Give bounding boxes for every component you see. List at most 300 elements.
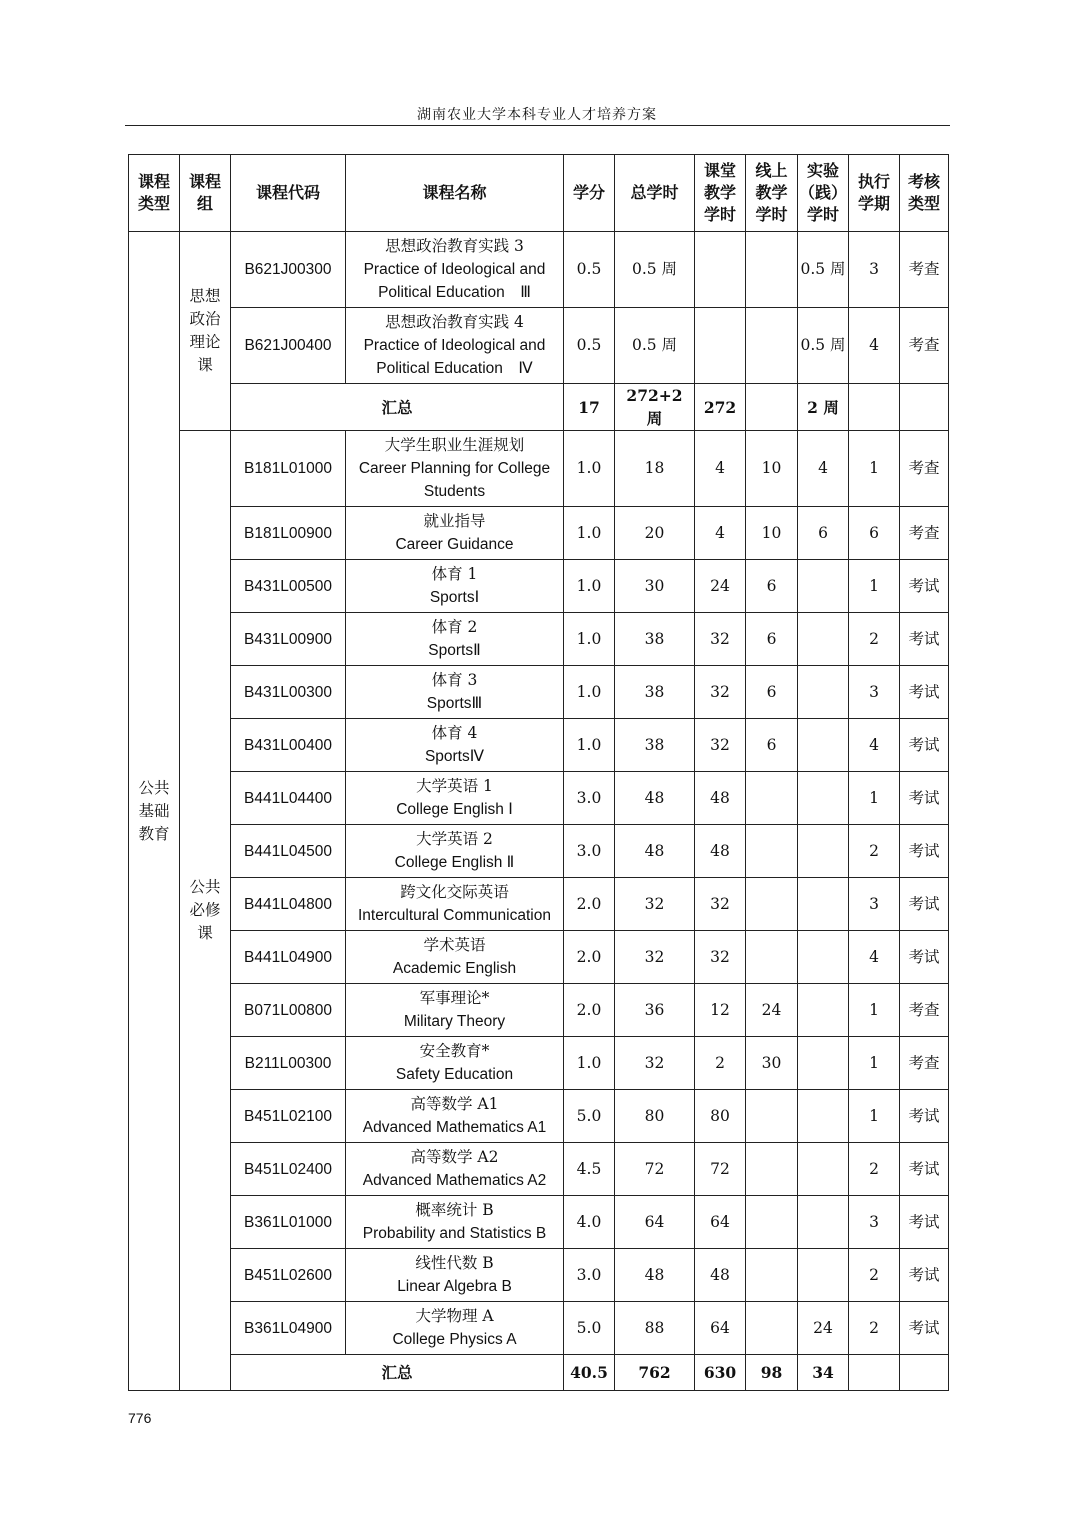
course-code: B431L00900 <box>231 613 346 666</box>
course-name-en: Advanced Mathematics A2 <box>362 1172 547 1189</box>
course-name-en: Safety Education <box>395 1066 514 1083</box>
course-name-cn: 体育 3 <box>431 671 478 689</box>
summary-online-cell: 98 <box>746 1355 798 1391</box>
column-header <box>615 155 695 232</box>
course-name-cn: 线性代数 B <box>415 1254 494 1272</box>
practice-cell <box>798 825 849 878</box>
course-name-cn: 大学英语 2 <box>416 830 493 848</box>
table-row <box>129 719 949 772</box>
course-name <box>346 1196 564 1249</box>
online-cell <box>746 878 798 931</box>
online-cell: 10 <box>746 507 798 560</box>
table-row <box>129 308 949 384</box>
course-name <box>346 1037 564 1090</box>
course-name-en: Intercultural Communication <box>358 907 551 924</box>
total-cell: 88 <box>615 1302 695 1355</box>
assessment-cell: 考试 <box>900 878 949 931</box>
course-name-cn: 大学生职业生涯规划 <box>384 436 525 454</box>
classroom-cell: 64 <box>695 1196 746 1249</box>
course-name-en: Probability and Statistics B <box>362 1225 547 1242</box>
classroom-cell: 80 <box>695 1090 746 1143</box>
online-cell: 10 <box>746 431 798 507</box>
practice-cell: 6 <box>798 507 849 560</box>
course-name <box>346 1090 564 1143</box>
column-header <box>798 155 849 232</box>
course-name <box>346 772 564 825</box>
course-group-line: 课 <box>197 356 213 374</box>
summary-row <box>129 384 949 431</box>
practice-cell <box>798 772 849 825</box>
column-header-line: 课程 <box>137 172 170 191</box>
course-name-cn: 概率统计 B <box>415 1201 494 1219</box>
semester-cell: 1 <box>849 1090 900 1143</box>
assessment-cell: 考试 <box>900 666 949 719</box>
online-cell <box>746 1090 798 1143</box>
course-name-cn: 跨文化交际英语 <box>400 883 509 901</box>
course-name-en: College English Ⅰ <box>396 801 513 818</box>
course-name-cn: 学术英语 <box>423 936 486 954</box>
classroom-cell: 48 <box>695 772 746 825</box>
course-name <box>346 232 564 308</box>
course-group-line: 政治 <box>189 310 221 328</box>
page-number: 776 <box>128 1410 152 1426</box>
course-name-en: Students <box>423 483 486 500</box>
course-name <box>346 825 564 878</box>
column-header-line: 课程 <box>188 172 221 191</box>
classroom-cell <box>695 308 746 384</box>
total-cell: 64 <box>615 1196 695 1249</box>
assessment-cell: 考试 <box>900 931 949 984</box>
practice-cell <box>798 1143 849 1196</box>
column-header-line: 学期 <box>857 194 890 213</box>
table-row <box>129 666 949 719</box>
table-row <box>129 1302 949 1355</box>
semester-cell: 2 <box>849 1302 900 1355</box>
course-name-en: Academic English <box>392 960 517 977</box>
table-row <box>129 825 949 878</box>
total-cell: 48 <box>615 1249 695 1302</box>
credit-cell: 1.0 <box>564 560 615 613</box>
column-header <box>849 155 900 232</box>
course-name <box>346 560 564 613</box>
column-header-line: 学时 <box>806 205 839 224</box>
total-cell: 32 <box>615 1037 695 1090</box>
assessment-cell: 考查 <box>900 1037 949 1090</box>
column-header-line: 类型 <box>907 194 940 213</box>
column-header <box>231 155 346 232</box>
course-name-en: Political Education Ⅳ <box>376 360 533 377</box>
course-name <box>346 507 564 560</box>
practice-cell <box>798 1090 849 1143</box>
course-name-cn: 思想政治教育实践 3 <box>385 237 524 255</box>
assessment-cell: 考试 <box>900 560 949 613</box>
course-name-en: Advanced Mathematics A1 <box>362 1119 547 1136</box>
course-code: B621J00400 <box>231 308 346 384</box>
course-name-cn: 体育 2 <box>431 618 478 636</box>
online-cell <box>746 825 798 878</box>
column-header-line: 教学 <box>755 183 788 202</box>
classroom-cell: 32 <box>695 719 746 772</box>
course-code: B361L04900 <box>231 1302 346 1355</box>
course-name-en: Military Theory <box>403 1013 506 1030</box>
credit-cell: 4.5 <box>564 1143 615 1196</box>
online-cell <box>746 1143 798 1196</box>
assessment-cell: 考试 <box>900 772 949 825</box>
online-cell <box>746 772 798 825</box>
column-header-line: 总学时 <box>630 183 679 202</box>
column-header <box>695 155 746 232</box>
classroom-cell <box>695 232 746 308</box>
semester-cell: 1 <box>849 772 900 825</box>
column-header-line: 课程代码 <box>255 183 320 202</box>
course-name-en: SportsⅠ <box>429 589 480 606</box>
table-row <box>129 1249 949 1302</box>
course-group-cell <box>180 232 231 431</box>
course-code: B451L02600 <box>231 1249 346 1302</box>
online-cell: 6 <box>746 666 798 719</box>
semester-cell: 2 <box>849 1143 900 1196</box>
online-cell <box>746 308 798 384</box>
semester-cell: 3 <box>849 232 900 308</box>
credit-cell: 1.0 <box>564 613 615 666</box>
course-group-cell <box>180 431 231 1391</box>
total-cell: 30 <box>615 560 695 613</box>
assessment-cell: 考试 <box>900 719 949 772</box>
classroom-cell: 64 <box>695 1302 746 1355</box>
column-header-line: 学时 <box>703 205 736 224</box>
course-code: B451L02100 <box>231 1090 346 1143</box>
classroom-cell: 12 <box>695 984 746 1037</box>
practice-cell <box>798 1196 849 1249</box>
semester-cell: 4 <box>849 719 900 772</box>
semester-cell: 1 <box>849 984 900 1037</box>
course-name-en: SportsⅡ <box>428 642 481 659</box>
summary-classroom-cell: 630 <box>695 1355 746 1391</box>
table-row <box>129 431 949 507</box>
classroom-cell: 32 <box>695 931 746 984</box>
column-header <box>346 155 564 232</box>
summary-credit-cell: 17 <box>564 384 615 431</box>
online-cell: 6 <box>746 560 798 613</box>
course-name-en: College English Ⅱ <box>394 854 515 871</box>
table-row <box>129 1090 949 1143</box>
credit-cell: 5.0 <box>564 1302 615 1355</box>
course-name-cn: 体育 1 <box>431 565 478 583</box>
table-row <box>129 931 949 984</box>
total-cell: 80 <box>615 1090 695 1143</box>
summary-practice-cell: 2 周 <box>798 384 849 431</box>
column-header-line: 组 <box>196 194 213 213</box>
course-name <box>346 613 564 666</box>
column-header-line: （践） <box>799 183 848 202</box>
assessment-cell: 考试 <box>900 613 949 666</box>
column-header-line: 学时 <box>755 205 788 224</box>
course-code: B071L00800 <box>231 984 346 1037</box>
assessment-cell: 考试 <box>900 825 949 878</box>
course-type-cell <box>129 232 180 1391</box>
practice-cell <box>798 878 849 931</box>
assessment-cell: 考查 <box>900 232 949 308</box>
course-code: B361L01000 <box>231 1196 346 1249</box>
credit-cell: 2.0 <box>564 984 615 1037</box>
semester-cell: 3 <box>849 878 900 931</box>
column-header-line: 课程名称 <box>422 183 487 202</box>
table-row <box>129 232 949 308</box>
course-code: B441L04800 <box>231 878 346 931</box>
credit-cell: 0.5 <box>564 308 615 384</box>
course-name <box>346 1302 564 1355</box>
table-header-row <box>129 155 949 232</box>
semester-cell: 2 <box>849 825 900 878</box>
semester-cell: 6 <box>849 507 900 560</box>
online-cell <box>746 931 798 984</box>
table-row <box>129 1196 949 1249</box>
assessment-cell: 考试 <box>900 1249 949 1302</box>
table-row <box>129 878 949 931</box>
table-row <box>129 1037 949 1090</box>
column-header <box>746 155 798 232</box>
online-cell <box>746 232 798 308</box>
course-group-line: 思想 <box>189 287 221 305</box>
column-header <box>180 155 231 232</box>
course-name <box>346 1249 564 1302</box>
course-name-cn: 高等数学 A2 <box>410 1148 499 1166</box>
practice-cell <box>798 666 849 719</box>
practice-cell <box>798 1037 849 1090</box>
total-cell: 38 <box>615 719 695 772</box>
column-header-line: 线上 <box>755 161 788 180</box>
classroom-cell: 2 <box>695 1037 746 1090</box>
header-rule <box>125 125 950 126</box>
summary-semester-cell <box>849 1355 900 1391</box>
practice-cell <box>798 613 849 666</box>
credit-cell: 4.0 <box>564 1196 615 1249</box>
practice-cell: 0.5 周 <box>798 232 849 308</box>
practice-cell: 24 <box>798 1302 849 1355</box>
practice-cell <box>798 1249 849 1302</box>
course-name-en: Linear Algebra B <box>397 1278 512 1295</box>
assessment-cell: 考试 <box>900 1302 949 1355</box>
course-name-cn: 安全教育* <box>419 1042 490 1060</box>
summary-classroom-cell: 272 <box>695 384 746 431</box>
summary-label: 汇总 <box>231 1355 564 1391</box>
summary-credit-cell: 40.5 <box>564 1355 615 1391</box>
summary-total-cell: 272+2 周 <box>615 384 695 431</box>
summary-online-cell <box>746 384 798 431</box>
classroom-cell: 24 <box>695 560 746 613</box>
classroom-cell: 48 <box>695 1249 746 1302</box>
practice-cell <box>798 984 849 1037</box>
course-group-line: 课 <box>197 924 213 942</box>
course-name-cn: 大学物理 A <box>415 1307 494 1325</box>
course-name <box>346 984 564 1037</box>
course-name-en: SportsⅢ <box>426 695 483 712</box>
assessment-cell: 考查 <box>900 507 949 560</box>
practice-cell: 4 <box>798 431 849 507</box>
course-name-en: Political Education Ⅲ <box>378 284 531 301</box>
total-cell: 0.5 周 <box>615 232 695 308</box>
course-type-line: 基础 <box>138 801 170 820</box>
course-name <box>346 666 564 719</box>
course-code: B451L02400 <box>231 1143 346 1196</box>
total-cell: 48 <box>615 825 695 878</box>
summary-row <box>129 1355 949 1391</box>
total-cell: 32 <box>615 931 695 984</box>
course-name-en: SportsⅣ <box>424 748 485 765</box>
course-code: B621J00300 <box>231 232 346 308</box>
column-header-line: 执行 <box>857 172 890 191</box>
semester-cell: 1 <box>849 431 900 507</box>
total-cell: 0.5 周 <box>615 308 695 384</box>
online-cell: 30 <box>746 1037 798 1090</box>
course-group-line: 公共 <box>189 878 221 896</box>
course-name <box>346 431 564 507</box>
course-code: B431L00300 <box>231 666 346 719</box>
online-cell <box>746 1196 798 1249</box>
total-cell: 72 <box>615 1143 695 1196</box>
classroom-cell: 4 <box>695 507 746 560</box>
credit-cell: 3.0 <box>564 825 615 878</box>
credit-cell: 5.0 <box>564 1090 615 1143</box>
classroom-cell: 48 <box>695 825 746 878</box>
total-cell: 36 <box>615 984 695 1037</box>
column-header <box>564 155 615 232</box>
credit-cell: 1.0 <box>564 507 615 560</box>
assessment-cell: 考试 <box>900 1196 949 1249</box>
total-cell: 38 <box>615 666 695 719</box>
course-type-line: 公共 <box>138 778 170 797</box>
assessment-cell: 考试 <box>900 1143 949 1196</box>
course-name-cn: 思想政治教育实践 4 <box>385 313 524 331</box>
assessment-cell: 考查 <box>900 431 949 507</box>
column-header-line: 考核 <box>907 172 940 191</box>
course-group-line: 理论 <box>189 333 221 351</box>
page-header: 湖南农业大学本科专业人才培养方案 <box>417 107 657 123</box>
course-name <box>346 719 564 772</box>
semester-cell: 3 <box>849 1196 900 1249</box>
course-name <box>346 931 564 984</box>
course-name-cn: 高等数学 A1 <box>410 1095 499 1113</box>
table-row <box>129 772 949 825</box>
course-name-en: Career Guidance <box>395 536 514 553</box>
course-name <box>346 308 564 384</box>
credit-cell: 1.0 <box>564 1037 615 1090</box>
total-cell: 48 <box>615 772 695 825</box>
column-header-line: 教学 <box>703 183 736 202</box>
assessment-cell: 考查 <box>900 984 949 1037</box>
course-name-cn: 军事理论* <box>419 989 490 1007</box>
course-name-cn: 体育 4 <box>431 724 478 742</box>
classroom-cell: 72 <box>695 1143 746 1196</box>
classroom-cell: 32 <box>695 878 746 931</box>
online-cell: 6 <box>746 613 798 666</box>
online-cell: 24 <box>746 984 798 1037</box>
course-name-en: Career Planning for College <box>358 460 551 477</box>
course-type-line: 教育 <box>138 824 170 843</box>
course-code: B181L01000 <box>231 431 346 507</box>
credit-cell: 2.0 <box>564 878 615 931</box>
semester-cell: 4 <box>849 308 900 384</box>
table-row <box>129 613 949 666</box>
course-code: B431L00500 <box>231 560 346 613</box>
course-name <box>346 1143 564 1196</box>
course-name-cn: 就业指导 <box>423 512 486 530</box>
table-row <box>129 984 949 1037</box>
credit-cell: 1.0 <box>564 719 615 772</box>
credit-cell: 0.5 <box>564 232 615 308</box>
course-code: B431L00400 <box>231 719 346 772</box>
online-cell: 6 <box>746 719 798 772</box>
credit-cell: 3.0 <box>564 772 615 825</box>
classroom-cell: 4 <box>695 431 746 507</box>
total-cell: 20 <box>615 507 695 560</box>
online-cell <box>746 1302 798 1355</box>
classroom-cell: 32 <box>695 613 746 666</box>
course-name-en: Practice of Ideological and <box>363 337 546 354</box>
course-code: B181L00900 <box>231 507 346 560</box>
course-name-cn: 大学英语 1 <box>416 777 493 795</box>
course-group-line: 必修 <box>189 901 221 919</box>
semester-cell: 1 <box>849 1037 900 1090</box>
semester-cell: 2 <box>849 613 900 666</box>
summary-label: 汇总 <box>231 384 564 431</box>
summary-total-cell: 762 <box>615 1355 695 1391</box>
course-name-en: College Physics A <box>392 1331 517 1348</box>
summary-assessment-cell <box>900 1355 949 1391</box>
classroom-cell: 32 <box>695 666 746 719</box>
summary-practice-cell: 34 <box>798 1355 849 1391</box>
column-header-line: 学分 <box>572 183 605 202</box>
online-cell <box>746 1249 798 1302</box>
course-code: B441L04400 <box>231 772 346 825</box>
table-row <box>129 1143 949 1196</box>
table-row <box>129 560 949 613</box>
credit-cell: 1.0 <box>564 431 615 507</box>
course-name <box>346 878 564 931</box>
practice-cell <box>798 560 849 613</box>
total-cell: 38 <box>615 613 695 666</box>
course-code: B441L04500 <box>231 825 346 878</box>
semester-cell: 4 <box>849 931 900 984</box>
curriculum-table <box>128 154 949 1391</box>
course-code: B441L04900 <box>231 931 346 984</box>
column-header-line: 实验 <box>806 161 839 180</box>
column-header-line: 课堂 <box>703 161 736 180</box>
practice-cell: 0.5 周 <box>798 308 849 384</box>
total-cell: 32 <box>615 878 695 931</box>
total-cell: 18 <box>615 431 695 507</box>
table-body <box>129 232 949 1391</box>
practice-cell <box>798 719 849 772</box>
column-header <box>129 155 180 232</box>
semester-cell: 3 <box>849 666 900 719</box>
credit-cell: 3.0 <box>564 1249 615 1302</box>
semester-cell: 2 <box>849 1249 900 1302</box>
practice-cell <box>798 931 849 984</box>
summary-assessment-cell <box>900 384 949 431</box>
column-header <box>900 155 949 232</box>
semester-cell: 1 <box>849 560 900 613</box>
course-name-en: Practice of Ideological and <box>363 261 546 278</box>
credit-cell: 2.0 <box>564 931 615 984</box>
column-header-line: 类型 <box>137 194 170 213</box>
course-code: B211L00300 <box>231 1037 346 1090</box>
summary-semester-cell <box>849 384 900 431</box>
assessment-cell: 考试 <box>900 1090 949 1143</box>
assessment-cell: 考查 <box>900 308 949 384</box>
table-row <box>129 507 949 560</box>
credit-cell: 1.0 <box>564 666 615 719</box>
